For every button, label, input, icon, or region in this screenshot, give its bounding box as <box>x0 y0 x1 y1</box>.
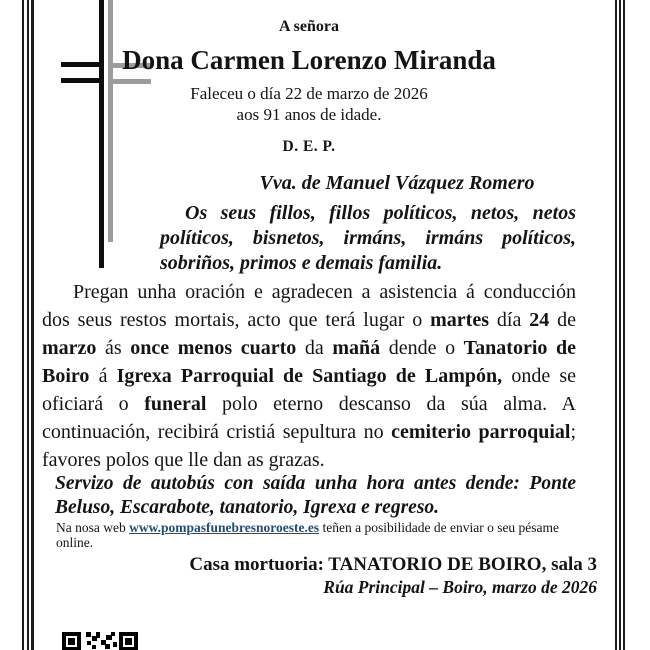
funeral-home-website-link[interactable]: www.pompasfunebresnoroeste.es <box>129 520 320 535</box>
border-left-outer <box>22 0 24 650</box>
border-left-middle <box>27 0 29 650</box>
death-date-line: Faleceu o día 22 de marzo de 2026 <box>190 84 428 103</box>
qr-code-icon <box>62 632 138 650</box>
widow-line: Vva. de Manuel Vázquez Romero <box>259 172 535 194</box>
border-left-inner <box>31 0 34 650</box>
dep-abbreviation: D. E. P. <box>282 138 336 155</box>
pretitle: A señora <box>279 18 339 35</box>
bus-service-line: Servizo de autobús con saída unha hora antes dende: Ponte Beluso, Escarabote, tanatorio, Igrexa e regreso. <box>55 473 576 518</box>
border-right-middle <box>619 0 621 650</box>
death-age-line: aos 91 anos de idade. <box>236 105 382 124</box>
place-date-line: Rúa Principal – Boiro, marzo de 2026 <box>323 577 597 597</box>
deceased-name: Dona Carmen Lorenzo Miranda <box>122 45 496 75</box>
family-paragraph: Os seus fillos, fillos políticos, netos, netos políticos, bisnetos, irmáns, irmáns políticos, sobriños, primos e demais familia. <box>160 202 576 274</box>
mortuary-line: Casa mortuoria: TANATORIO DE BOIRO, sala 3 <box>189 554 597 575</box>
web-prefix: Na nosa web <box>56 520 130 535</box>
web-suffix: teñen a posibilidade de enviar o seu pésame online. <box>56 520 560 550</box>
main-paragraph: Pregan unha oración e agradecen a asistencia á conducción dos seus restos mortais, acto que terá lugar o martes día 24 de marzo ás once menos cuarto da mañá dende o Tanatorio de Boiro á Igrexa Parroquial de Santiago de Lampón, onde se oficiará o funeral polo eterno descanso da súa alma. A continuación, recibirá cristiá sepultura no cemiterio parroquial; favores polos que lle dan as grazas. <box>42 281 576 471</box>
border-right-outer <box>623 0 625 650</box>
notice-content <box>42 0 597 597</box>
qr-finder-top-left <box>62 632 81 650</box>
border-right-inner <box>615 0 617 650</box>
web-condolences-line <box>56 520 576 550</box>
qr-finder-top-right <box>119 632 138 650</box>
